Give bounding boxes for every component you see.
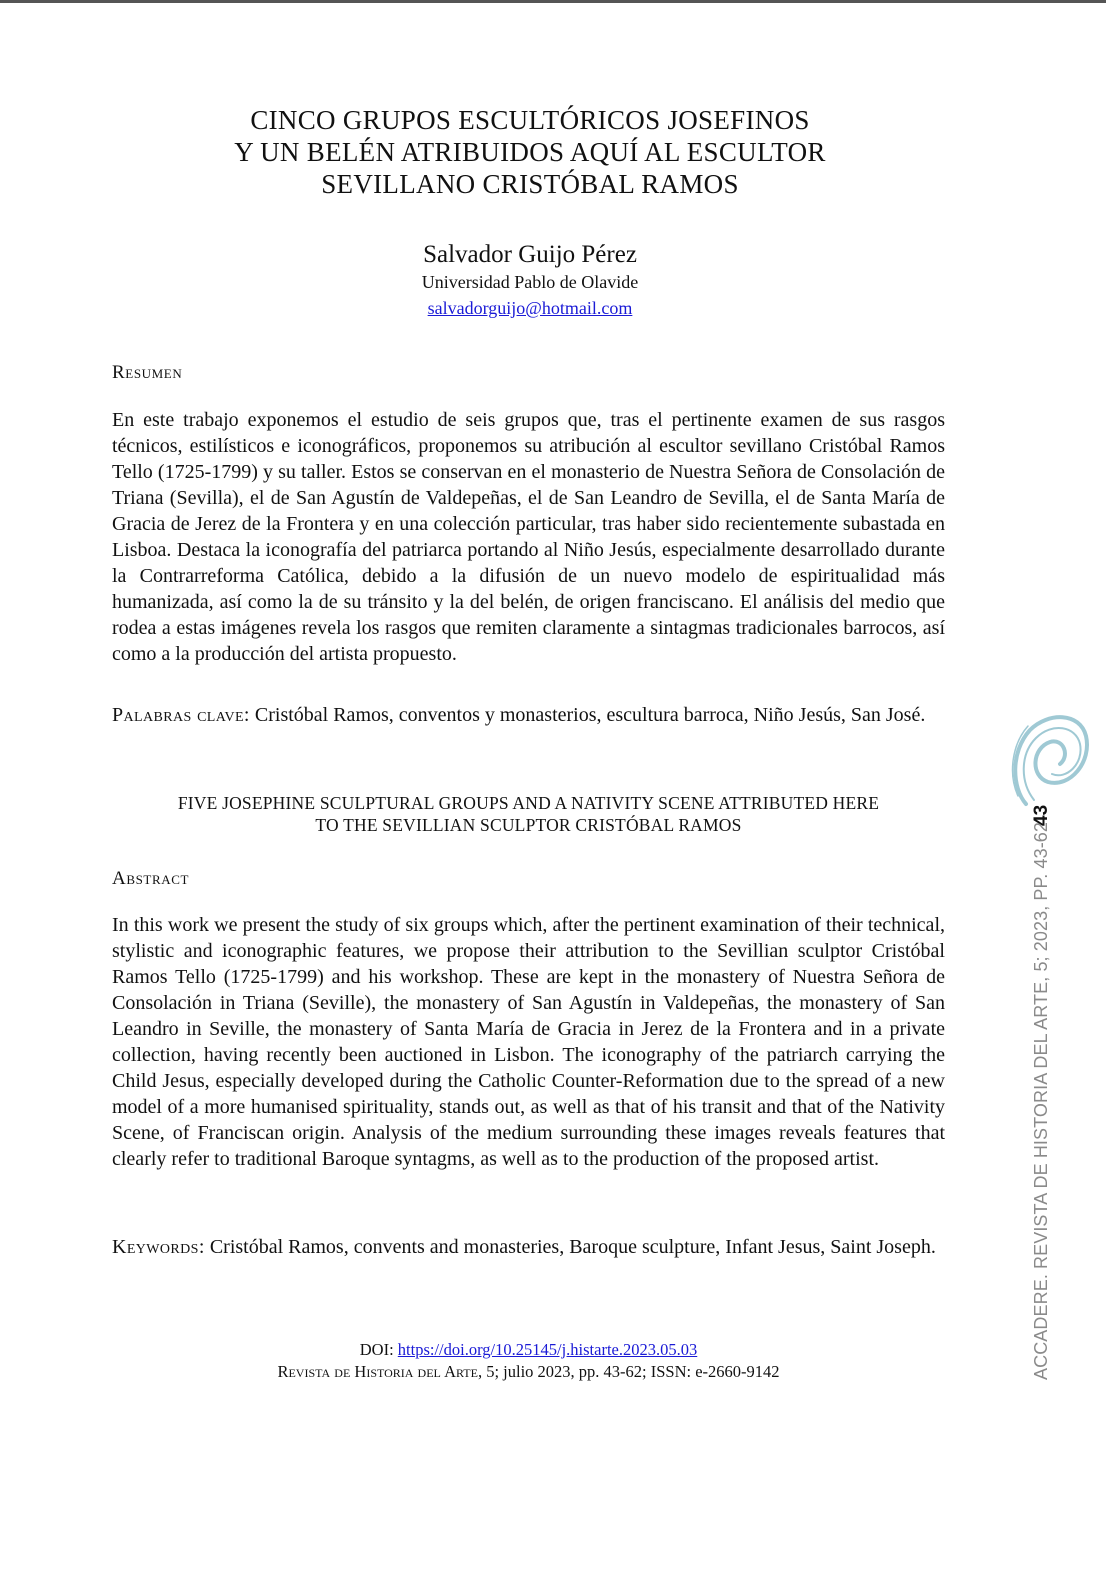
abstract-keywords <box>112 1234 945 1260</box>
english-title <box>112 792 945 836</box>
page-number: 43 <box>1031 804 1052 826</box>
author-email-link[interactable]: salvadorguijo@hotmail.com <box>427 298 633 318</box>
title-line-3: SEVILLANO CRISTÓBAL RAMOS <box>321 169 739 199</box>
english-title-line-2: TO THE SEVILLIAN SCULPTOR CRISTÓBAL RAMOS <box>315 815 742 835</box>
resumen-text: En este trabajo exponemos el estudio de seis grupos que, tras el pertinente examen de sus rasgos técnicos, estilísticos e iconográficos, proponemos su atribución al escultor sevillano Cristóbal Ramos Tello (1725-1799) y su taller. Estos se conservan en el monasterio de Nuestra Señora de Consolación de Triana (Sevilla), el de San Agustín de Valdepeñas, el de San Leandro de Sevilla, el de Santa María de Gracia de Jerez de la Frontera y en una colección particular, tras haber sido recientemente subastada en Lisboa. Destaca la iconografía del patriarca portando al Niño Jesús, especialmente desarrollado durante la Contrarreforma Católica, debido a la difusión de un nuevo modelo de espiritualidad más humanizada, así como la de su tránsito y la del belén, de origen franciscano. El análisis del medio que rodea a estas imágenes revela los rasgos que remiten claramente a sintagmas tradicionales barrocos, así como a la producción del artista propuesto. <box>112 409 945 665</box>
abstract-keywords-label: Keywords: <box>112 1236 205 1258</box>
author-email <box>130 297 930 319</box>
doi-link[interactable]: https://doi.org/10.25145/j.histarte.2023.05.03 <box>397 1340 698 1359</box>
spiral-ornament-icon <box>1006 708 1094 808</box>
abstract-keywords-list: Cristóbal Ramos, convents and monasteries, Baroque sculpture, Infant Jesus, Saint Joseph. <box>209 1236 936 1258</box>
resumen-keywords <box>112 702 945 728</box>
title-line-2: Y UN BELÉN ATRIBUIDOS AQUÍ AL ESCULTOR <box>234 137 826 167</box>
journal-citation-details: , 5; julio 2023, pp. 43-62; ISSN: e-2660-9142 <box>477 1362 780 1381</box>
author-name: Salvador Guijo Pérez <box>423 241 637 268</box>
resumen-heading: Resumen <box>112 362 183 383</box>
resumen-keywords-label: Palabras clave: <box>112 704 250 726</box>
doi-label: DOI: <box>359 1340 394 1359</box>
title-line-1: CINCO GRUPOS ESCULTÓRICOS JOSEFINOS <box>250 105 810 135</box>
top-border-rule <box>0 0 1106 3</box>
author-affiliation: Universidad Pablo de Olavide <box>421 272 639 292</box>
journal-name: Revista de Historia del Arte <box>277 1362 478 1381</box>
journal-citation <box>112 1361 945 1383</box>
resumen-keywords-list: Cristóbal Ramos, conventos y monasterios, escultura barroca, Niño Jesús, San José. <box>254 704 926 726</box>
running-journal-header: ACCADERE. REVISTA DE HISTORIA DEL ARTE, 5; 2023, PP. 43-62 <box>1031 821 1051 1380</box>
abstract-text: In this work we present the study of six groups which, after the pertinent examination of their technical, stylistic and iconographic features, we propose their attribution to the Sevillian sculptor Cristóbal Ramos Tello (1725-1799) and his workshop. These are kept in the monastery of Nuestra Señora de Consolación in Triana (Seville), the monastery of San Agustín in Valdepeñas, the monastery of San Leandro in Seville, the monastery of Santa María de Gracia in Jerez de la Frontera and in a private collection, having recently been auctioned in Lisbon. The iconography of the patriarch carrying the Child Jesus, especially developed during the Catholic Counter-Reformation due to the spread of a new model of a more humanised spirituality, stands out, as well as that of his transit and that of the Nativity Scene, of Franciscan origin. Analysis of the medium surrounding these images reveals features that clearly refer to traditional Baroque syntagms, as well as to the production of the proposed artist. <box>112 914 945 1170</box>
english-title-line-1: FIVE JOSEPHINE SCULPTURAL GROUPS AND A NATIVITY SCENE ATTRIBUTED HERE <box>177 793 880 813</box>
doi-line <box>112 1339 945 1361</box>
article-title <box>130 104 930 200</box>
abstract-heading: Abstract <box>112 868 190 889</box>
